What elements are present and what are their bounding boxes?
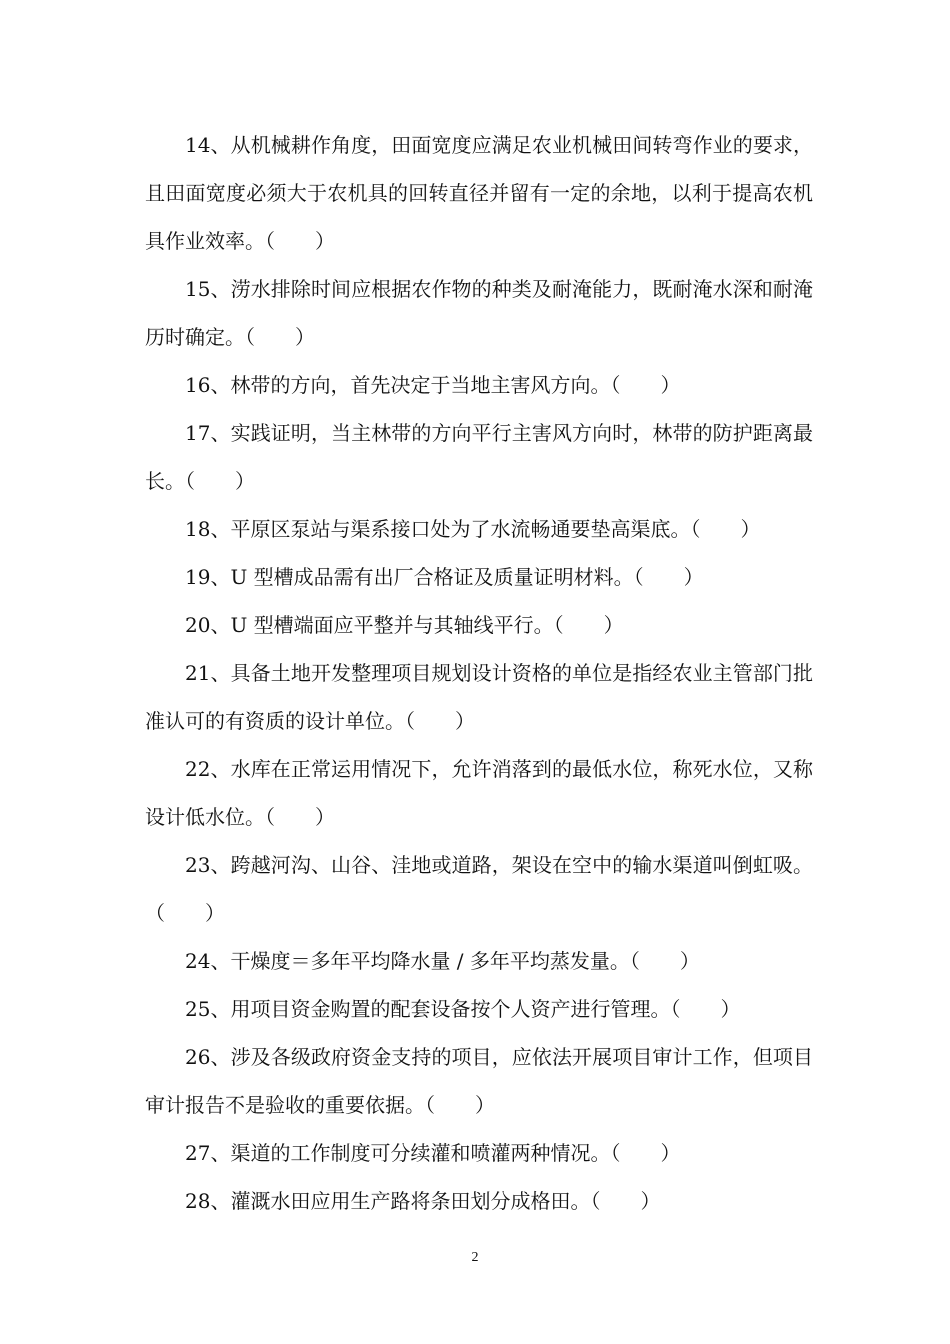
question-16: 16、林带的方向，首先决定于当地主害风方向。（ ） bbox=[185, 373, 681, 397]
question-25: 25、用项目资金购置的配套设备按个人资产进行管理。（ ） bbox=[185, 997, 741, 1021]
question-15: 15、涝水排除时间应根据农作物的种类及耐淹能力，既耐淹水深和耐淹历时确定。（ ） bbox=[145, 277, 813, 349]
question-26: 26、涉及各级政府资金支持的项目，应依法开展项目审计工作，但项目审计报告不是验收的重要依据。（ ） bbox=[145, 1045, 813, 1117]
question-22: 22、水库在正常运用情况下，允许消落到的最低水位，称死水位，又称设计低水位。（ ） bbox=[145, 757, 813, 829]
question-list bbox=[145, 121, 813, 1225]
question-23: 23、跨越河沟、山谷、洼地或道路，架设在空中的输水渠道叫倒虹吸。（ ） bbox=[145, 853, 813, 925]
question-24: 24、干燥度＝多年平均降水量 / 多年平均蒸发量。（ ） bbox=[185, 949, 700, 973]
question-19: 19、U 型槽成品需有出厂合格证及质量证明材料。（ ） bbox=[185, 565, 704, 589]
question-14: 14、从机械耕作角度，田面宽度应满足农业机械田间转弯作业的要求，且田面宽度必须大于农机具的回转直径并留有一定的余地，以利于提高农机具作业效率。（ ） bbox=[145, 133, 813, 253]
question-28: 28、灌溉水田应用生产路将条田划分成格田。（ ） bbox=[185, 1189, 661, 1213]
page-number: 2 bbox=[471, 1250, 479, 1265]
question-21: 21、具备土地开发整理项目规划设计资格的单位是指经农业主管部门批准认可的有资质的设计单位。（ ） bbox=[145, 661, 813, 733]
question-18: 18、平原区泵站与渠系接口处为了水流畅通要垫高渠底。（ ） bbox=[185, 517, 761, 541]
question-27: 27、渠道的工作制度可分续灌和喷灌两种情况。（ ） bbox=[185, 1141, 681, 1165]
question-17: 17、实践证明，当主林带的方向平行主害风方向时，林带的防护距离最长。（ ） bbox=[145, 421, 813, 493]
question-20: 20、U 型槽端面应平整并与其轴线平行。（ ） bbox=[185, 613, 624, 637]
